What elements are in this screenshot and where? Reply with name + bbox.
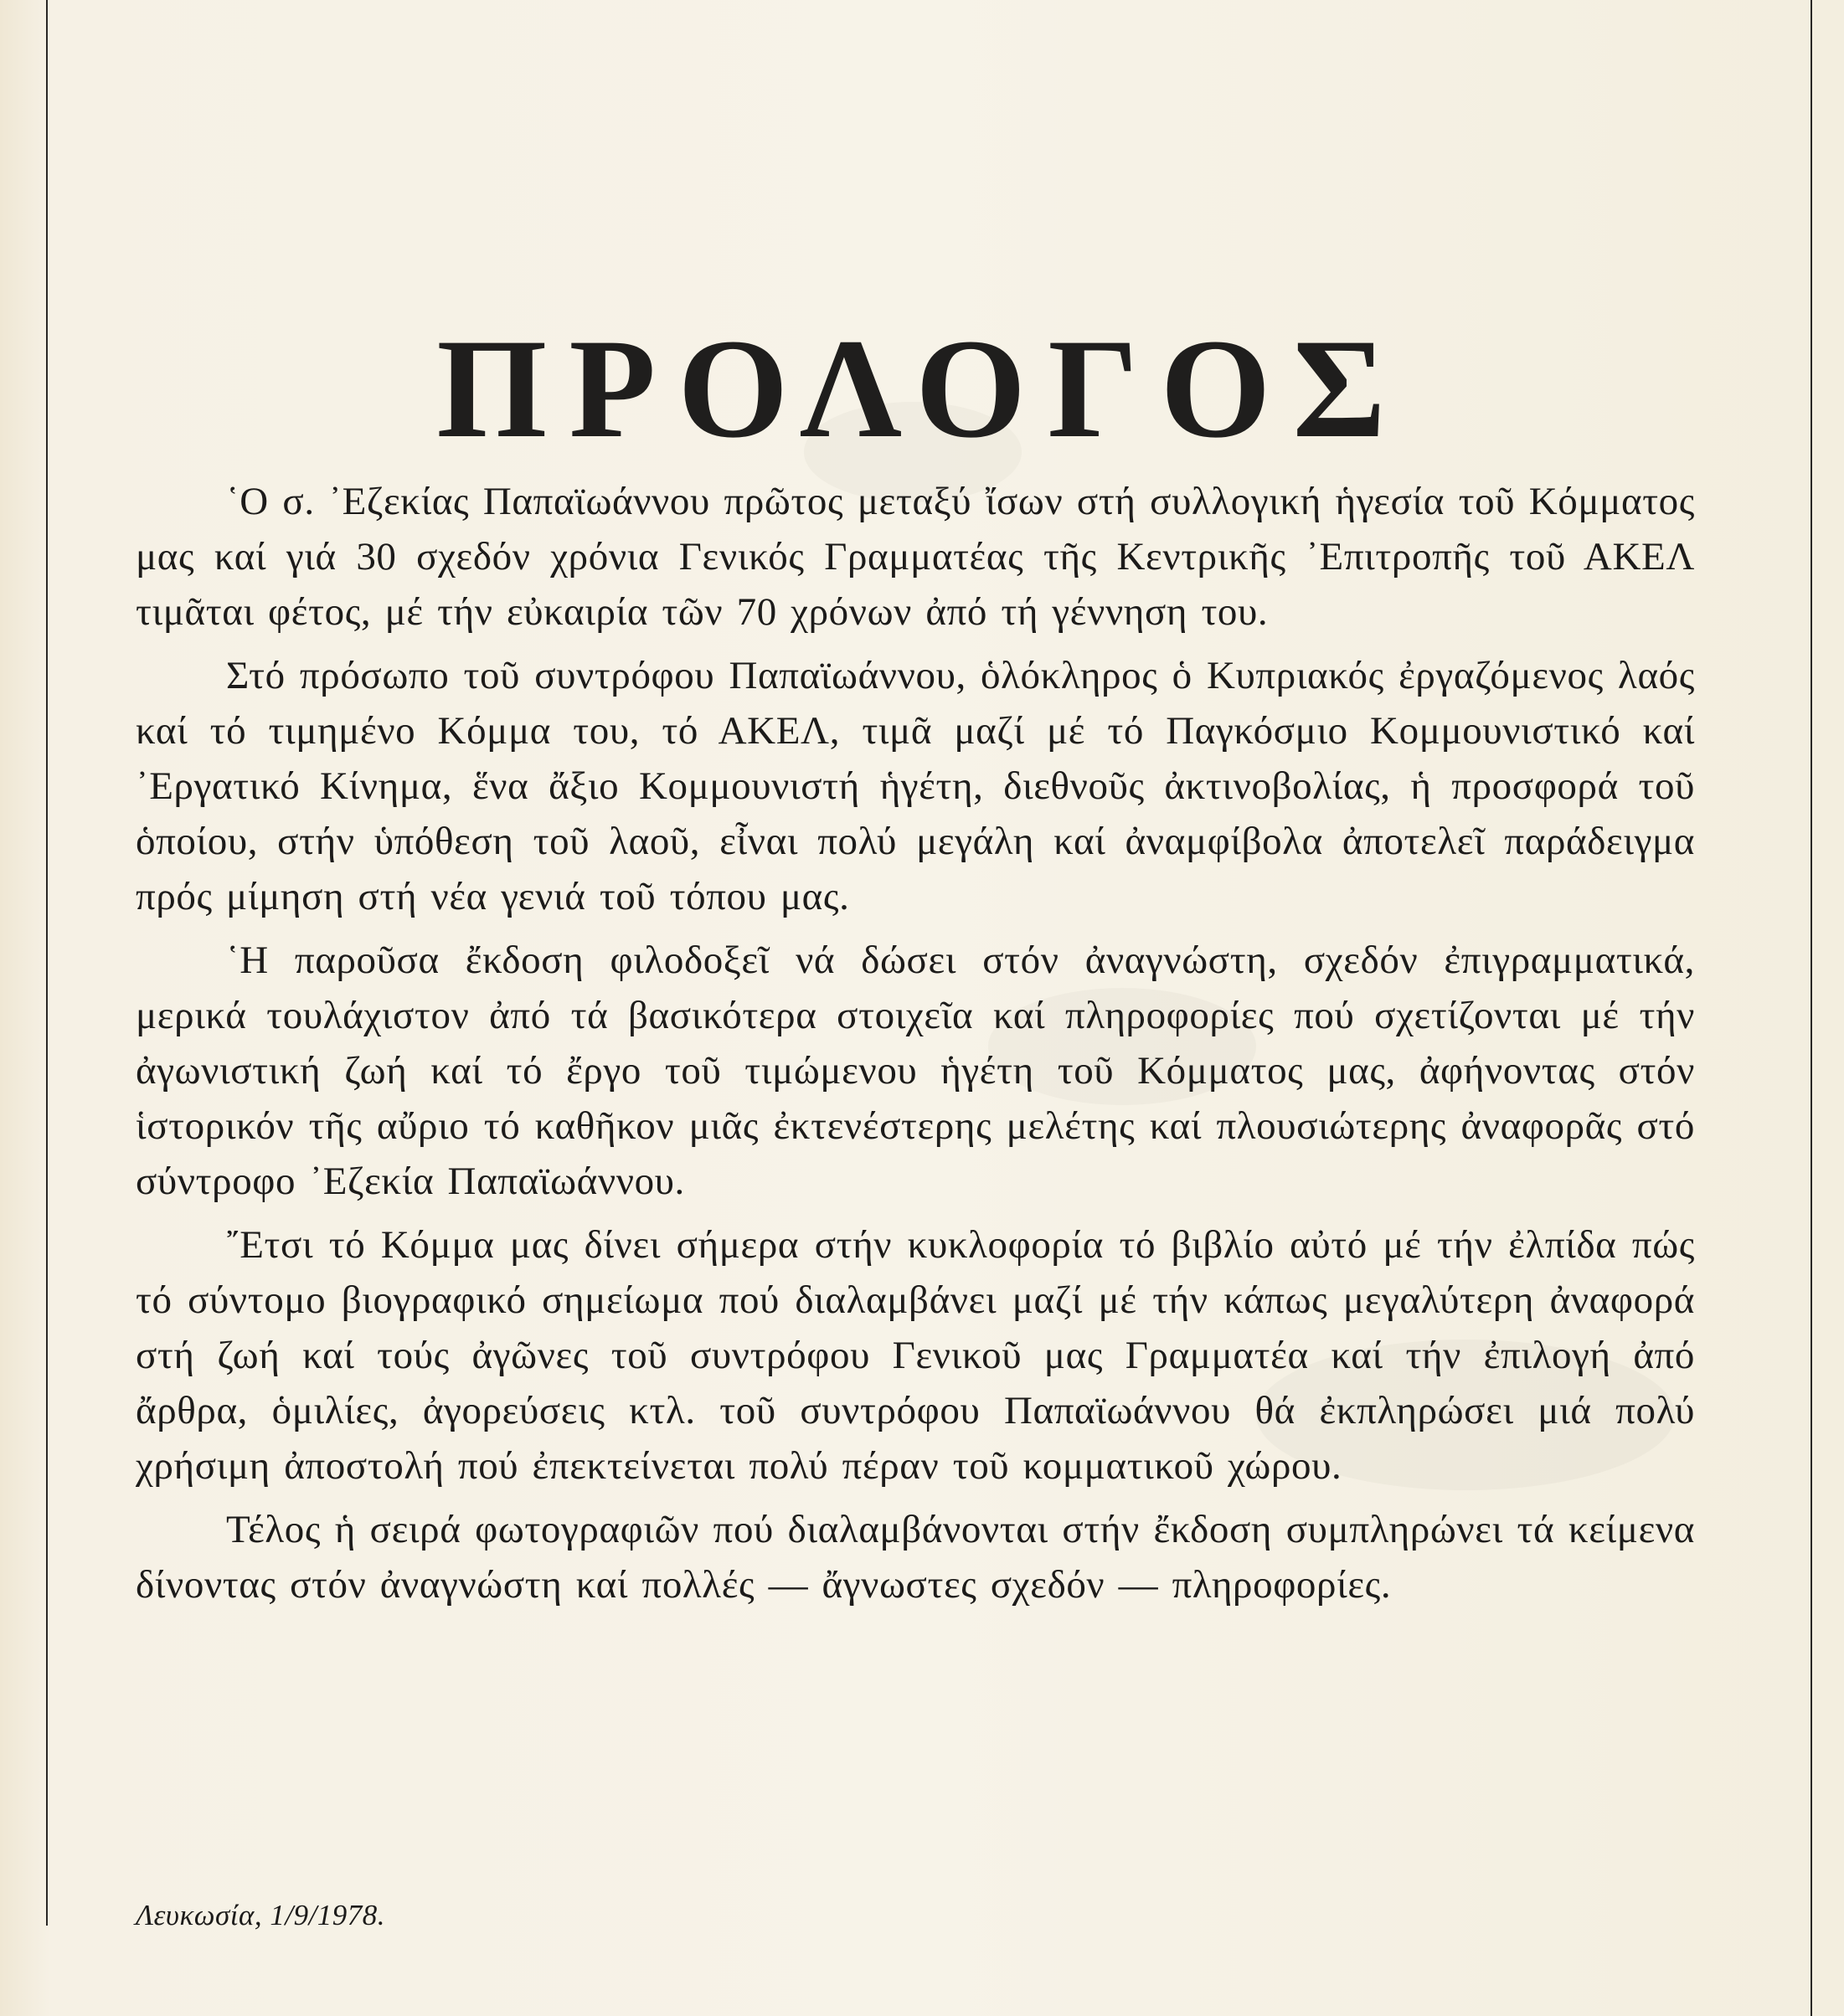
dateline: Λευκωσία, 1/9/1978.	[136, 1899, 386, 1931]
paragraph: Τέλος ἡ σειρά φωτογραφιῶν πού διαλαμβάνονται στήν ἔκδοση συμπληρώνει τά κείμενα δίνοντας στόν ἀναγνώστη καί πολλές — ἄγνωστες σχεδόν — πληροφορίες.	[136, 1508, 1695, 1607]
paragraph: ῾Ο σ. ᾿Εζεκίας Παπαϊωάννου πρῶτος μεταξύ ἴσων στή συλλογική ἡγεσία τοῦ Κόμματος μας καί γιά 30 σχεδόν χρόνια Γενικός Γραμματέας τῆς Κεντρικῆς ᾿Επιτροπῆς τοῦ ΑΚΕΛ τιμᾶται φέτος, μέ τήν εὐκαιρία τῶν 70 χρόνων ἀπό τή γέννηση του.	[136, 480, 1695, 634]
right-margin-rule	[1811, 0, 1812, 2016]
paragraph: ῎Ετσι τό Κόμμα μας δίνει σήμερα στήν κυκλοφορία τό βιβλίο αὐτό μέ τήν ἐλπίδα πώς τό σύντομο βιογραφικό σημείωμα πού διαλαμβάνει μαζί μέ τήν κάπως μεγαλύτερη ἀναφορά στή ζωή καί τούς ἀγῶνες τοῦ συντρόφου Γενικοῦ μας Γραμματέα καί τήν ἐπιλογή ἀπό ἄρθρα, ὁμιλίες, ἀγορεύσεις κτλ. τοῦ συντρόφου Παπαϊωάννου θά ἐκπληρώσει μιά πολύ χρήσιμη ἀποστολή πού ἐπεκτείνεται πολύ πέραν τοῦ κομματικοῦ χώρου.	[136, 1223, 1695, 1488]
paragraph: ῾Η παροῦσα ἔκδοση φιλοδοξεῖ νά δώσει στόν ἀναγνώστη, σχεδόν ἐπιγραμματικά, μερικά τουλάχιστον ἀπό τά βασικότερα στοιχεῖα καί πληροφορίες πού σχετίζονται μέ τήν ἀγωνιστική ζωή καί τό ἔργο τοῦ τιμώμενου ἡγέτη τοῦ Κόμματος μας, ἀφήνοντας στόν ἱστορικόν τῆς αὔριο τό καθῆκον μιᾶς ἐκτενέστερης μελέτης καί πλουσιώτερης ἀναφορᾶς στό σύντροφο ᾿Εζεκία Παπαϊωάννου.	[136, 939, 1695, 1203]
body-text	[136, 474, 1695, 1621]
left-margin-rule	[46, 0, 48, 1926]
page-title: ΠΡΟΛΟΓΟΣ	[436, 309, 1408, 467]
paragraph: Στό πρόσωπο τοῦ συντρόφου Παπαϊωάννου, ὁλόκληρος ὁ Κυπριακός ἐργαζόμενος λαός καί τό τιμημένο Κόμμα του, τό ΑΚΕΛ, τιμᾶ μαζί μέ τό Παγκόσμιο Κομμουνιστικό καί ᾿Εργατικό Κίνημα, ἕνα ἄξιο Κομμουνιστή ἡγέτη, διεθνοῦς ἀκτινοβολίας, ἡ προσφορά τοῦ ὁποίου, στήν ὑπόθεση τοῦ λαοῦ, εἶναι πολύ μεγάλη καί ἀναμφίβολα ἀποτελεῖ παράδειγμα πρός μίμηση στή νέα γενιά τοῦ τόπου μας.	[136, 654, 1695, 918]
